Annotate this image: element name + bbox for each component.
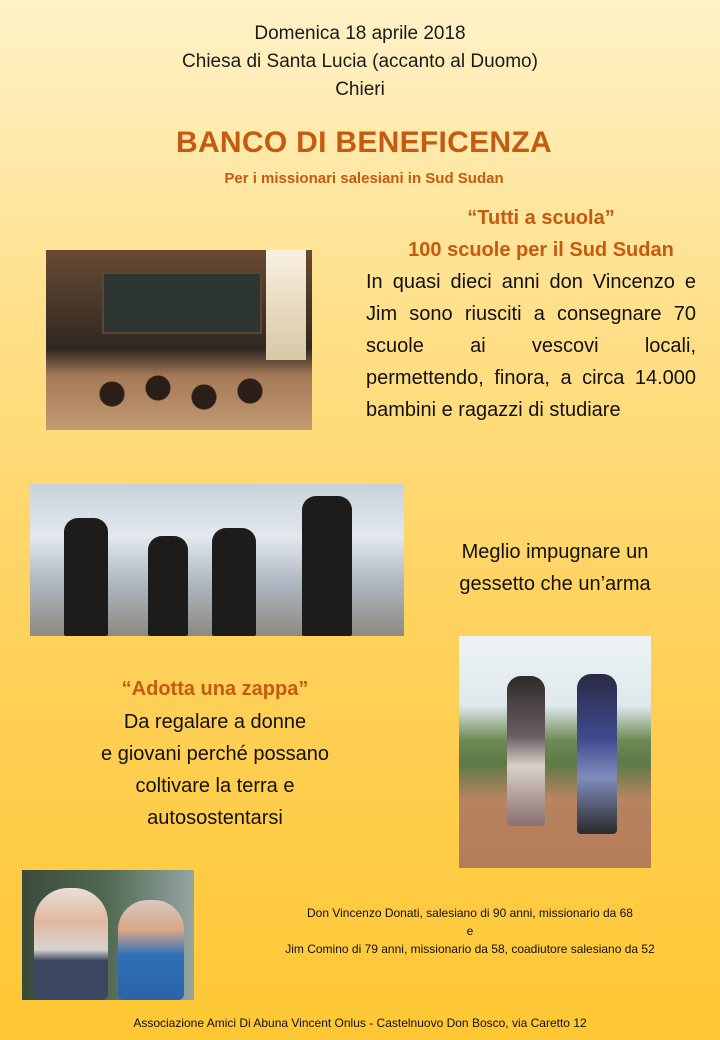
figure [302, 496, 352, 636]
event-city: Chieri [335, 79, 385, 100]
page-subtitle: Per i missionari salesiani in Sud Sudan [224, 170, 504, 187]
event-date: Domenica 18 aprile 2018 [254, 23, 466, 44]
slogan-line: Meglio impugnare un [461, 541, 649, 563]
caption-line: Don Vincenzo Donati, salesiano di 90 anni, missionario da 68 [307, 906, 633, 920]
missionary-figure [118, 900, 184, 1000]
figure [148, 536, 188, 636]
section2-line: Da regalare a donne [123, 711, 307, 733]
caption-line: e [466, 924, 474, 938]
section1-text: In quasi dieci anni don Vincenzo e Jim sono riusciti a consegnare 70 scuole ai vescovi locali, permettendo, finora, a circa 14.000 bambini e ragazzi di studiare [366, 271, 696, 421]
woman-figure [507, 676, 545, 826]
figure [64, 518, 108, 636]
classroom-photo [46, 250, 312, 430]
photo-caption [236, 904, 704, 958]
figure [212, 528, 256, 636]
section2-line: e giovani perché possano [101, 743, 329, 765]
women-with-hoes-photo [459, 636, 651, 868]
section2-line: autosostentarsi [147, 807, 283, 829]
section1-subheading: 100 scuole per il Sud Sudan [408, 239, 674, 261]
missionary-figure [34, 888, 108, 1000]
section2-text [60, 706, 370, 834]
section2-quote: “Adotta una zappa” [121, 678, 309, 700]
window [266, 250, 306, 360]
slogan-line: gessetto che un’arma [459, 573, 651, 595]
child-soldiers-photo [30, 484, 404, 636]
section1-quote: “Tutti a scuola” [467, 207, 615, 229]
event-place: Chiesa di Santa Lucia (accanto al Duomo) [182, 51, 538, 72]
students [66, 364, 296, 424]
blackboard [102, 272, 262, 334]
woman-figure [577, 674, 617, 834]
footer-association: Associazione Amici Di Abuna Vincent Onlus - Castelnuovo Don Bosco, via Caretto 12 [133, 1016, 587, 1030]
caption-line: Jim Comino di 79 anni, missionario da 58, coadiutore salesiano da 52 [285, 942, 655, 956]
section2-line: coltivare la terra e [135, 775, 295, 797]
slogan [420, 536, 690, 600]
page-title: BANCO DI BENEFICENZA [175, 126, 552, 159]
missionaries-photo [22, 870, 194, 1000]
